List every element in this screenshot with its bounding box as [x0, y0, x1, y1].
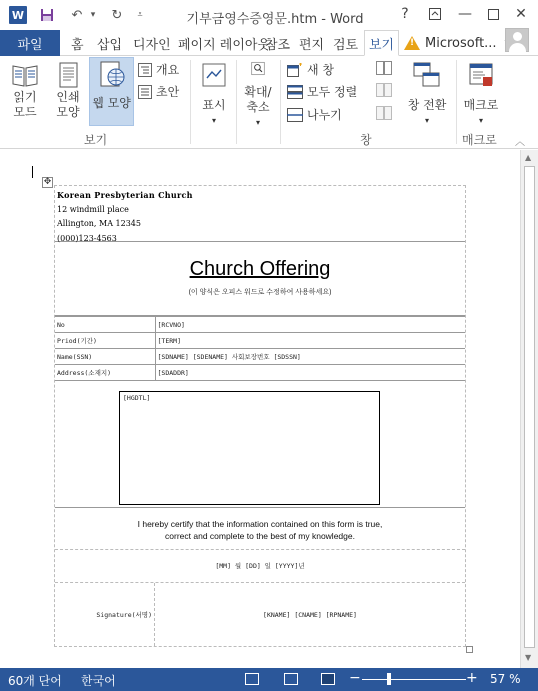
field-value[interactable]: [SDADDR] — [155, 365, 465, 381]
macros-label: 매크로 — [463, 98, 499, 112]
undo-icon[interactable]: ↶ — [71, 7, 83, 23]
ribbon-tabs — [0, 30, 538, 56]
split-button[interactable] — [287, 106, 342, 123]
macros-dropdown-icon: ▾ — [478, 116, 483, 125]
group-separator — [190, 60, 191, 144]
table-move-handle-icon[interactable]: ✥ — [43, 177, 52, 187]
undo-dropdown-icon[interactable]: ▾ — [90, 10, 96, 20]
language-indicator[interactable]: 한국어 — [81, 674, 116, 688]
certify-line-2: correct and complete to the best of my knowledge. — [165, 531, 355, 541]
tab-home[interactable]: 홈 — [71, 37, 84, 53]
signature-row — [55, 583, 465, 646]
reset-window-position-button[interactable] — [376, 106, 396, 120]
tab-page-layout[interactable]: 페이지 레이아웃 — [178, 37, 271, 53]
show-button[interactable] — [196, 60, 232, 130]
print-layout-button[interactable] — [47, 60, 89, 130]
web-layout-label: 웹 모양 — [92, 96, 131, 110]
read-mode-label: 읽기 모드 — [13, 90, 37, 119]
scroll-up-icon[interactable]: ▲ — [525, 153, 532, 162]
ribbon-display-options-icon[interactable] — [424, 4, 446, 24]
account-button[interactable] — [404, 34, 509, 52]
title-bar — [0, 0, 538, 30]
vertical-scrollbar[interactable] — [520, 150, 538, 668]
group-label-macros: 매크로 — [462, 133, 497, 147]
offering-detail-frame[interactable]: [HGDTL] — [119, 391, 380, 505]
field-value[interactable]: [TERM] — [155, 333, 465, 349]
zoom-button[interactable] — [240, 60, 276, 130]
tab-review[interactable]: 검토 — [333, 37, 359, 53]
form-subtitle: (이 양식은 오피스 워드로 수정하여 사용하세요) — [188, 289, 332, 296]
switch-windows-button[interactable] — [403, 60, 451, 130]
web-layout-button[interactable] — [89, 57, 134, 126]
field-label[interactable]: No — [55, 317, 155, 333]
group-separator — [456, 60, 457, 144]
church-address-block[interactable] — [55, 186, 465, 242]
group-label-views: 보기 — [84, 133, 108, 147]
new-window-label: 새 창 — [307, 63, 334, 77]
field-value[interactable]: [RCVNO] — [155, 317, 465, 333]
group-separator — [236, 60, 237, 144]
signature-value[interactable]: [KNAME] [CNAME] [RPNAME] — [263, 610, 357, 619]
text-cursor — [32, 166, 33, 178]
tab-design[interactable]: 디자인 — [133, 37, 171, 53]
sync-scroll-icon — [376, 83, 392, 97]
redo-icon[interactable]: ↻ — [111, 7, 123, 23]
zoom-out-button[interactable]: − — [349, 670, 361, 686]
field-label[interactable]: Name(SSN) — [55, 349, 155, 365]
word-count[interactable]: 60개 단어 — [8, 674, 62, 688]
new-window-button[interactable] — [287, 61, 334, 78]
show-label: 표시 — [202, 98, 226, 112]
table-row — [55, 349, 465, 365]
side-by-side-icon — [376, 61, 392, 75]
account-name: Microsoft... — [425, 35, 497, 51]
book-icon — [10, 60, 40, 90]
church-street: 12 windmill place — [57, 204, 129, 214]
certification-statement[interactable] — [55, 508, 465, 550]
arrange-all-label: 모두 정렬 — [307, 85, 358, 99]
zoom-label: 확대/ 축소 — [244, 85, 272, 114]
outline-label: 개요 — [156, 63, 180, 77]
status-bar — [0, 668, 538, 691]
outline-icon — [138, 63, 152, 77]
draft-label: 초안 — [156, 85, 180, 99]
new-window-icon — [287, 63, 303, 77]
tab-references[interactable]: 참조 — [265, 37, 291, 53]
warning-icon — [404, 36, 420, 50]
read-mode-view-icon[interactable] — [245, 673, 259, 685]
switch-windows-icon — [412, 60, 442, 90]
reset-window-icon — [376, 106, 392, 120]
offering-form — [54, 185, 466, 647]
zoom-slider-thumb[interactable] — [387, 673, 391, 685]
document-area — [0, 150, 520, 668]
table-row — [55, 333, 465, 349]
page — [24, 154, 520, 668]
web-page-icon — [97, 58, 127, 90]
field-label[interactable]: Address(소재지) — [55, 365, 155, 381]
church-city: Allington, MA 12345 — [57, 219, 141, 228]
print-layout-label: 인쇄 모양 — [56, 90, 80, 119]
tab-insert[interactable]: 삽입 — [97, 37, 123, 53]
magnifier-icon — [243, 60, 273, 77]
offering-detail-cell[interactable] — [55, 380, 465, 508]
zoom-slider[interactable] — [362, 679, 466, 680]
collapse-ribbon-icon[interactable]: ︿ — [515, 137, 525, 148]
show-dropdown-icon: ▾ — [211, 116, 216, 125]
tab-file[interactable]: 파일 — [0, 30, 60, 56]
outline-button[interactable] — [138, 61, 179, 78]
close-button[interactable]: ✕ — [515, 6, 527, 22]
split-icon — [287, 108, 303, 122]
arrange-all-icon — [287, 85, 303, 99]
donor-info-table — [55, 316, 465, 381]
avatar[interactable] — [505, 28, 529, 52]
synchronous-scrolling-button[interactable] — [376, 83, 396, 97]
switch-windows-dropdown-icon: ▾ — [424, 116, 429, 125]
word-app-icon[interactable]: W — [9, 6, 27, 24]
draft-icon — [138, 85, 152, 99]
zoom-dropdown-icon: ▾ — [255, 118, 260, 127]
tab-view[interactable]: 보기 — [364, 30, 399, 56]
web-layout-view-icon[interactable] — [321, 673, 335, 685]
read-mode-button[interactable] — [4, 60, 46, 130]
zoom-level[interactable]: 57 % — [490, 672, 521, 686]
certify-line-1: I hereby certify that the information contained on this form is true, — [137, 519, 383, 529]
field-label[interactable]: Priod(기간) — [55, 333, 155, 349]
split-label: 나누기 — [307, 108, 342, 122]
minimize-button[interactable]: — — [458, 6, 472, 22]
table-resize-handle[interactable] — [466, 646, 473, 653]
church-name: Korean Presbyterian Church — [57, 190, 193, 200]
arrange-all-button[interactable] — [287, 83, 357, 100]
print-layout-view-icon[interactable] — [284, 673, 298, 685]
form-heading[interactable] — [55, 242, 465, 316]
customize-toolbar-icon[interactable]: ⩡ — [137, 10, 143, 20]
macro-icon — [466, 60, 496, 90]
document-title: 기부금영수증영문.htm - Word — [186, 12, 364, 27]
group-separator — [280, 60, 281, 144]
table-row — [55, 365, 465, 381]
page-icon — [53, 60, 83, 90]
switch-windows-label: 창 전환 — [407, 98, 447, 112]
scroll-thumb[interactable] — [524, 166, 535, 648]
group-label-window: 창 — [360, 133, 372, 147]
date-line[interactable]: [MM] 월 [DD] 일 [YYYY]년 — [55, 550, 465, 583]
ribbon-view — [0, 56, 538, 149]
table-row — [55, 317, 465, 333]
maximize-button[interactable] — [482, 4, 504, 24]
signature-label[interactable]: Signature(서명) — [55, 583, 155, 646]
view-side-by-side-button[interactable] — [376, 61, 396, 75]
draft-button[interactable] — [138, 83, 179, 100]
zoom-in-button[interactable]: + — [466, 670, 478, 686]
form-title: Church Offering — [189, 258, 331, 280]
field-value[interactable]: [SDNAME] [SDENAME] 사회보장번호 [SDSSN] — [155, 349, 465, 365]
church-phone: (000)123-4563 — [57, 233, 117, 243]
tab-mailings[interactable]: 편지 — [299, 37, 325, 53]
show-icon — [199, 60, 229, 90]
help-button[interactable]: ? — [401, 6, 409, 22]
scroll-down-icon[interactable]: ▼ — [525, 653, 532, 662]
macros-button[interactable] — [460, 60, 502, 130]
save-icon[interactable] — [38, 6, 56, 24]
